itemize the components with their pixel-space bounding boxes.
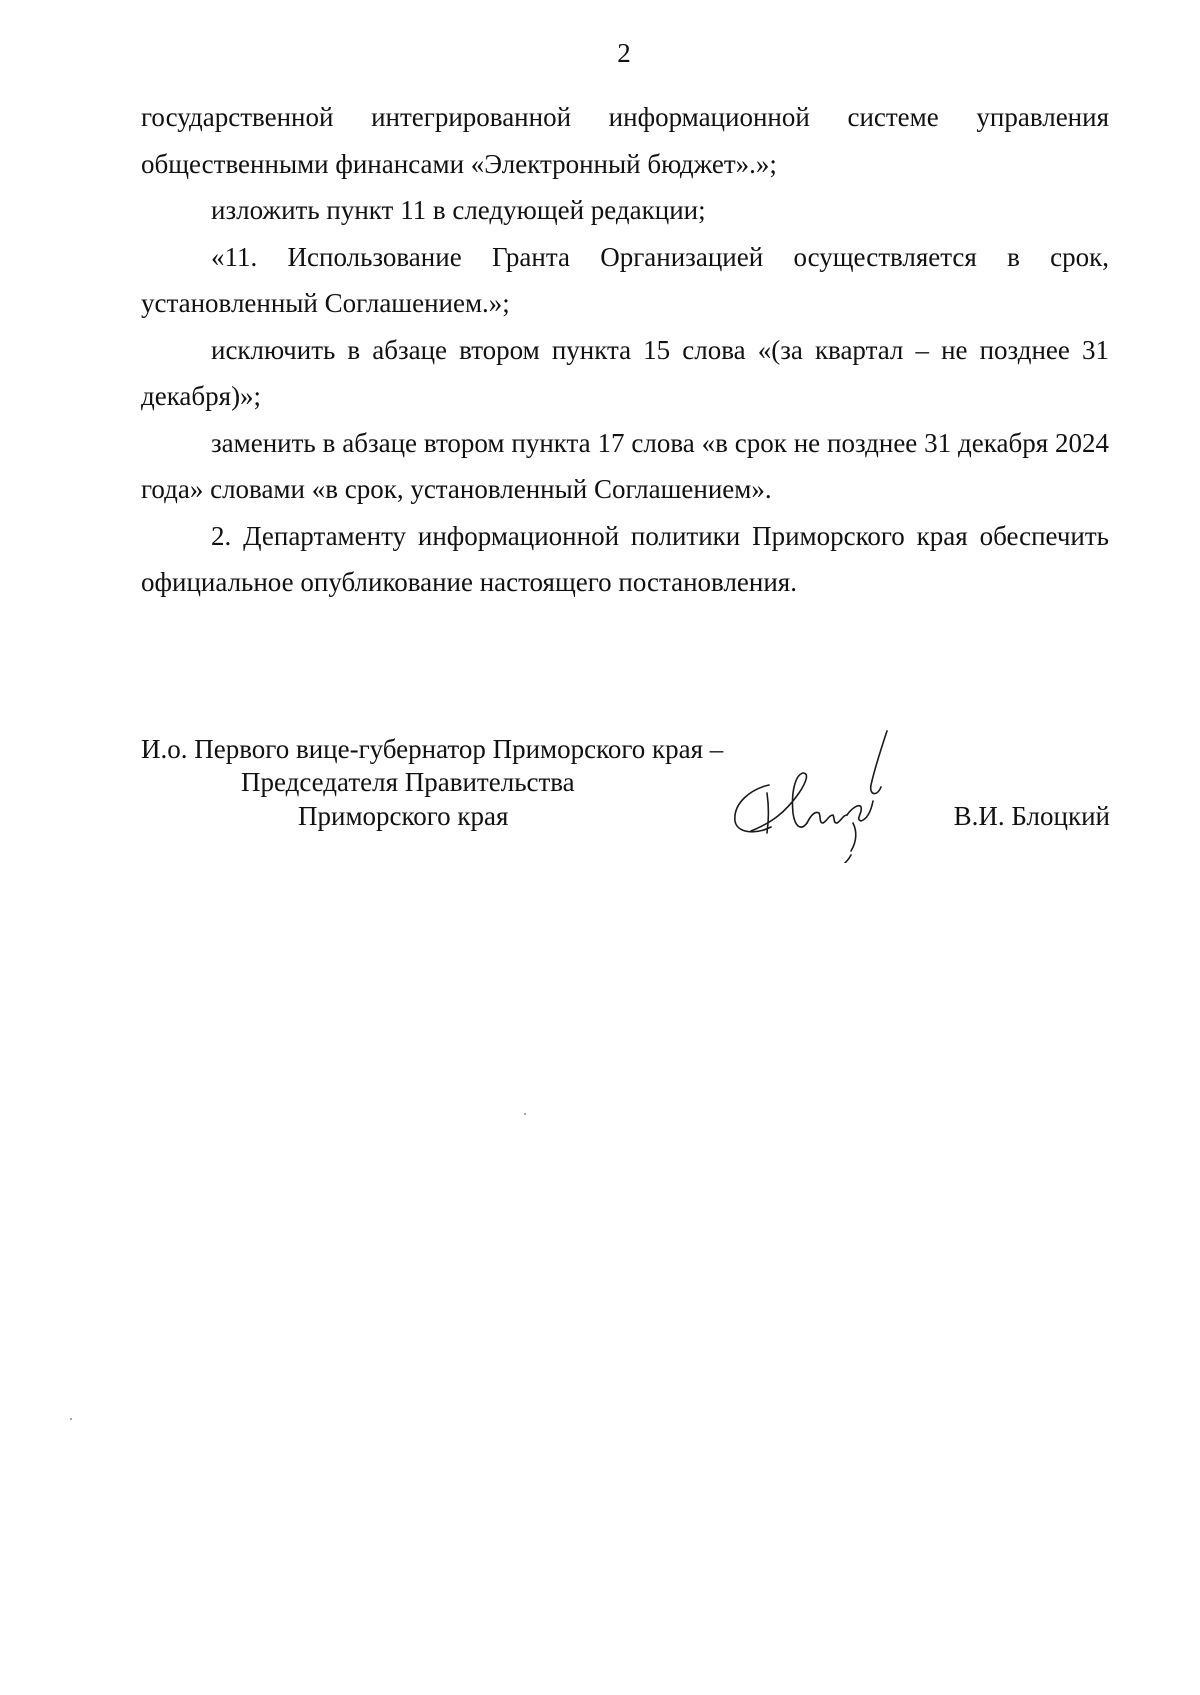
page-number: 2 [617, 38, 631, 68]
paragraph-point-11-instruction: изложить пункт 11 в следующей редакции; [211, 195, 706, 225]
scan-speck [70, 1418, 72, 1420]
paragraph-publication-order: 2. Департаменту информационной политики Приморского края обеспечить официальное опубликование настоящего постановления. [141, 520, 1109, 597]
handwritten-signature [711, 723, 911, 863]
document-body [141, 94, 1109, 606]
signatory-name: В.И. Блоцкий [953, 801, 1110, 831]
paragraph-point-17-replacement: заменить в абзаце втором пункта 17 слова «в срок не позднее 31 декабря 2024 года» словами «в срок, установленный Соглашением». [141, 427, 1109, 504]
signatory-title-line-1: И.о. Первого вице-губернатор Приморского края – [141, 734, 724, 764]
signatory-title-line-2: Председателя Правительства [241, 767, 575, 797]
signature-block [141, 733, 1121, 893]
scan-speck [524, 1113, 526, 1115]
paragraph-continuation: государственной интегрированной информационной системе управления общественными финансами «Электронный бюджет».»; [141, 102, 1109, 179]
paragraph-point-11-text: «11. Использование Гранта Организацией осуществляется в срок, установленный Соглашением.»; [141, 241, 1109, 318]
paragraph-point-15-exclusion: исключить в абзаце втором пункта 15 слова «(за квартал – не позднее 31 декабря)»; [141, 334, 1109, 411]
signatory-title-line-3: Приморского края [298, 801, 509, 831]
